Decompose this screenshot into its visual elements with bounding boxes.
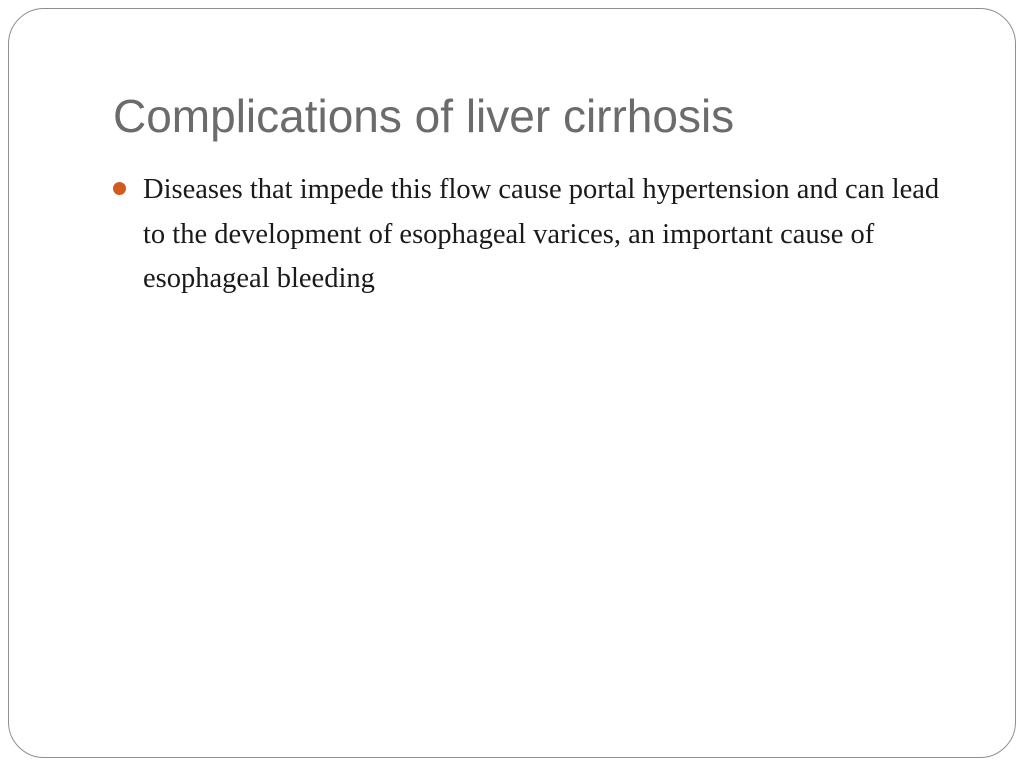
bullet-list — [113, 168, 963, 302]
slide-title: Complications of liver cirrhosis — [113, 90, 735, 142]
bullet-text: Diseases that impede this flow cause portal hypertension and can lead to the development of esophageal varices, an important cause of esophageal bleeding — [143, 174, 940, 294]
bullet-dot-icon — [113, 182, 126, 195]
bullet-item — [113, 168, 963, 302]
